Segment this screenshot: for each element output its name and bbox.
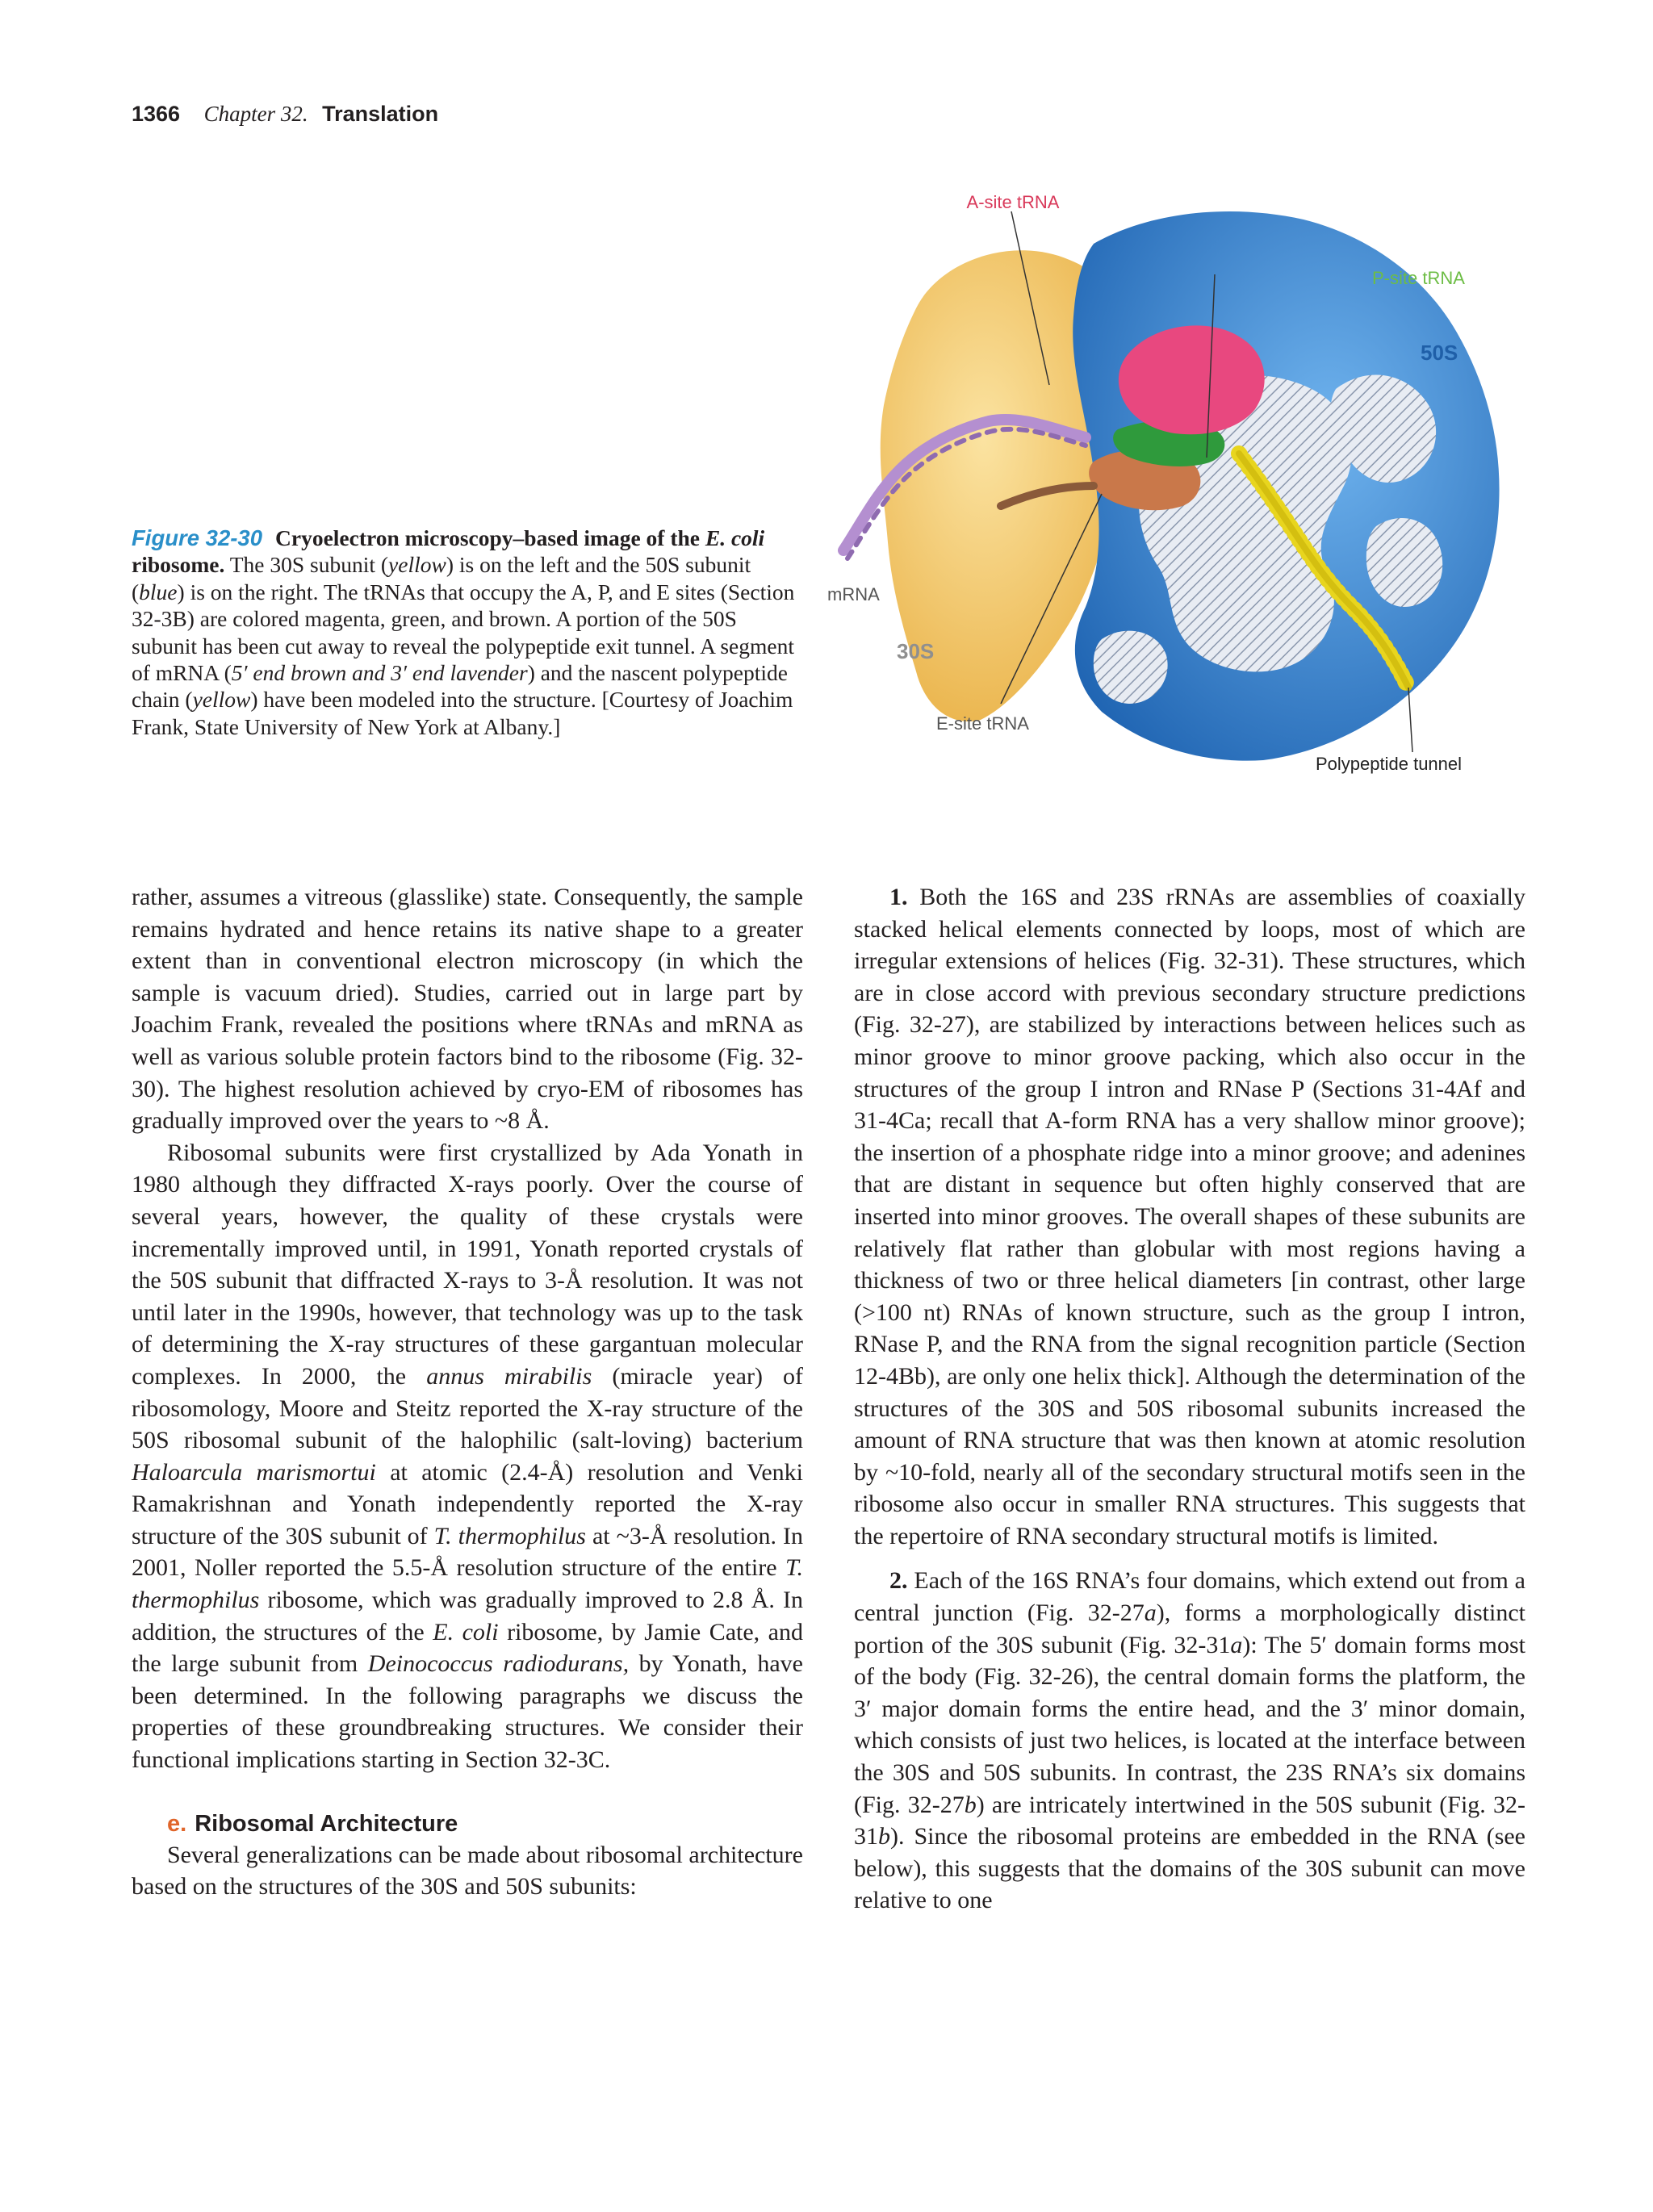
italic-run: E. coli xyxy=(433,1618,499,1645)
text-run: (miracle year) of ribosomology, Moore and Steitz reported the X-ray structure of the 50S ribosomal subunit of the halophilic (salt-loving) bacterium xyxy=(132,1362,803,1454)
text-run: Both the 16S and 23S rRNAs are assemblies of coaxially stacked helical elements connected by loops, most of which are irregular extensions of helices (Fig. 32-31). These structures, which are in close accord with previous secondary structure predictions (Fig. 32-27), are stabilized by interactions between helices such as minor groove to minor groove packing, which also occur in the structures of the group I intron and RNase P (Sections 31-4Af and 31-4Ca; recall that A-form RNA has a very shallow minor groove); the insertion of a phosphate ridge into a minor groove; and adenines that are distant in sequence but often highly conserved that are inserted into minor grooves. The overall shapes of these subunits are relatively flat rather than globular with most regions having a thickness of two or three helical diameters [in contrast, other large (>100 nt) RNAs of known structure, such as the group I intron, RNase P, and the RNA from the signal recognition particle (Section 12-4Bb), are only one helix thick]. Although the determination of the structures of the 30S and 50S ribosomal subunits increased the amount of RNA structure that was then known at atomic resolution by ~10-fold, nearly all of the secondary structural motifs seen in the ribosome also occur in smaller RNA structures. This suggests that the repertoire of RNA secondary structural motifs is limited. xyxy=(854,884,1525,1549)
label-mrna: mRNA xyxy=(827,584,880,604)
section-heading xyxy=(132,1808,803,1839)
text-run: ) have been modeled into the structure. [Courtesy of Joachim Frank, State University of New York at Albany.] xyxy=(132,687,793,739)
text-run: ) is on the right. The tRNAs that occupy the A, P, and E sites (Section 32-3B) are colored magenta, green, and brown. A portion of the 50S subunit has been cut away to reveal the polypeptide exit tunnel. A segment of mRNA ( xyxy=(132,579,795,686)
text-run: Ribosomal subunits were first crystallized by Ada Yonath in 1980 although they diffracted X-rays poorly. Over the course of several years, however, the quality of these crystals were incrementally improved until, in 1991, Yonath reported crystals of the 50S subunit that diffracted X-rays to 3-Å resolution. It was not until later in the 1990s, however, that technology was up to the task of determining the X-ray structures of these gargantuan molecular complexes. In 2000, the xyxy=(132,1139,803,1390)
italic-run: b xyxy=(878,1823,890,1850)
chapter-title: Translation xyxy=(322,102,439,126)
text-run: ). Since the ribosomal proteins are embedded in the RNA (see below), this suggests that the domains of the 30S subunit can move relative to one xyxy=(854,1823,1525,1914)
text-run: ) are intricately intertwined in the 50S subunit (Fig. 32-31 xyxy=(854,1791,1525,1850)
caption-title-part: ribosome. xyxy=(132,552,225,578)
paragraph xyxy=(132,1137,803,1776)
numbered-item xyxy=(854,881,1525,1552)
text-run: Several generalizations can be made about ribosomal architecture based on the structures of the 30S and 50S subunits: xyxy=(132,1841,803,1900)
text-run: ): The 5′ domain forms most of the body (Fig. 32-26), the central domain forms the platform, the 3′ major domain forms the entire head, and the 3′ minor domain, which consists of just two helices, is located at the interface between the 30S and 50S subunits. In contrast, the 23S RNA’s six domains (Fig. 32-27 xyxy=(854,1631,1525,1818)
text-run: ribosome, which was gradually improved to 2.8 Å. In addition, the structures of the xyxy=(132,1587,803,1645)
caption-figure-label: Figure 32-30 xyxy=(132,525,263,550)
text-run: ribosome, by Jamie Cate, and the large subunit from xyxy=(132,1618,803,1678)
italic-run: yellow xyxy=(388,552,446,578)
italic-run: blue xyxy=(139,579,178,604)
text-run: ) is on the left and the 50S subunit ( xyxy=(132,552,751,604)
caption-title-part: Cryoelectron microscopy–based image of the xyxy=(275,525,705,550)
running-head xyxy=(132,102,438,127)
page-number: 1366 xyxy=(132,102,181,126)
text-run: Each of the 16S RNA’s four domains, which extend out from a central junction (Fig. 32-27 xyxy=(854,1567,1525,1627)
ribosome-figure xyxy=(827,187,1530,784)
italic-run: T. thermophilus xyxy=(132,1554,803,1614)
text-run: at atomic (2.4-Å) resolution and Venki Ramakrishnan and Yonath independently reported the X-ray structure of the 30S subunit of xyxy=(132,1458,804,1549)
italic-run: yellow xyxy=(192,687,251,713)
text-run: The 30S subunit ( xyxy=(224,552,389,578)
chapter-label: Chapter 32. xyxy=(203,102,308,126)
section-title: Ribosomal Architecture xyxy=(195,1810,458,1837)
bold-run: 1. xyxy=(889,884,908,910)
figure-caption xyxy=(132,525,798,740)
italic-run: annus mirabilis xyxy=(426,1362,592,1390)
italic-run: Deinococcus radiodurans, xyxy=(367,1650,630,1678)
caption-title-italic: E. coli xyxy=(705,525,765,550)
section-letter: e. xyxy=(167,1810,187,1837)
italic-run: Haloarcula marismortui xyxy=(132,1458,376,1486)
text-run: ), forms a morphologically distinct portion of the 30S subunit (Fig. 32-31 xyxy=(854,1599,1525,1658)
italic-run: 5′ end brown and 3′ end lavender xyxy=(231,660,528,686)
italic-run: a xyxy=(1230,1631,1243,1658)
italic-run: a xyxy=(1144,1599,1157,1627)
text-run: rather, assumes a vitreous (glasslike) state. Consequently, the sample remains hydrated and hence retains its native shape to a greater extent than in conventional electron microscopy (in which the sample is vacuum dried). Studies, carried out in large part by Joachim Frank, revealed the positions where tRNAs and mRNA as well as various soluble protein factors bind to the ribosome (Fig. 32-30). The highest resolution achieved by cryo-EM of ribosomes has gradually improved over the years to ~8 Å. xyxy=(132,884,803,1135)
label-50s: 50S xyxy=(1421,341,1458,365)
numbered-item xyxy=(854,1565,1525,1917)
paragraph xyxy=(132,881,803,1137)
text-run: by Yonath, have been determined. In the following paragraphs we discuss the properties of these groundbreaking structures. We consider their functional implications starting in Section 32-3C. xyxy=(132,1650,803,1774)
italic-run: T. thermophilus xyxy=(433,1522,586,1549)
caption-body xyxy=(132,552,794,738)
label-polypeptide-tunnel: Polypeptide tunnel xyxy=(1316,754,1463,774)
label-e-site: E-site tRNA xyxy=(936,713,1029,734)
text-run: ) and the nascent polypeptide chain ( xyxy=(132,660,788,713)
ribosome-image xyxy=(827,187,1530,784)
right-column xyxy=(854,881,1525,1917)
label-a-site: A-site tRNA xyxy=(966,192,1060,212)
paragraph xyxy=(132,1839,803,1903)
label-30s: 30S xyxy=(897,639,935,663)
label-p-site: P-site tRNA xyxy=(1372,268,1465,288)
italic-run: b xyxy=(964,1791,977,1818)
bold-run: 2. xyxy=(889,1567,908,1595)
left-column xyxy=(132,881,803,1903)
text-run: at ~3-Å resolution. In 2001, Noller reported the 5.5-Å resolution structure of the entire xyxy=(132,1522,804,1582)
